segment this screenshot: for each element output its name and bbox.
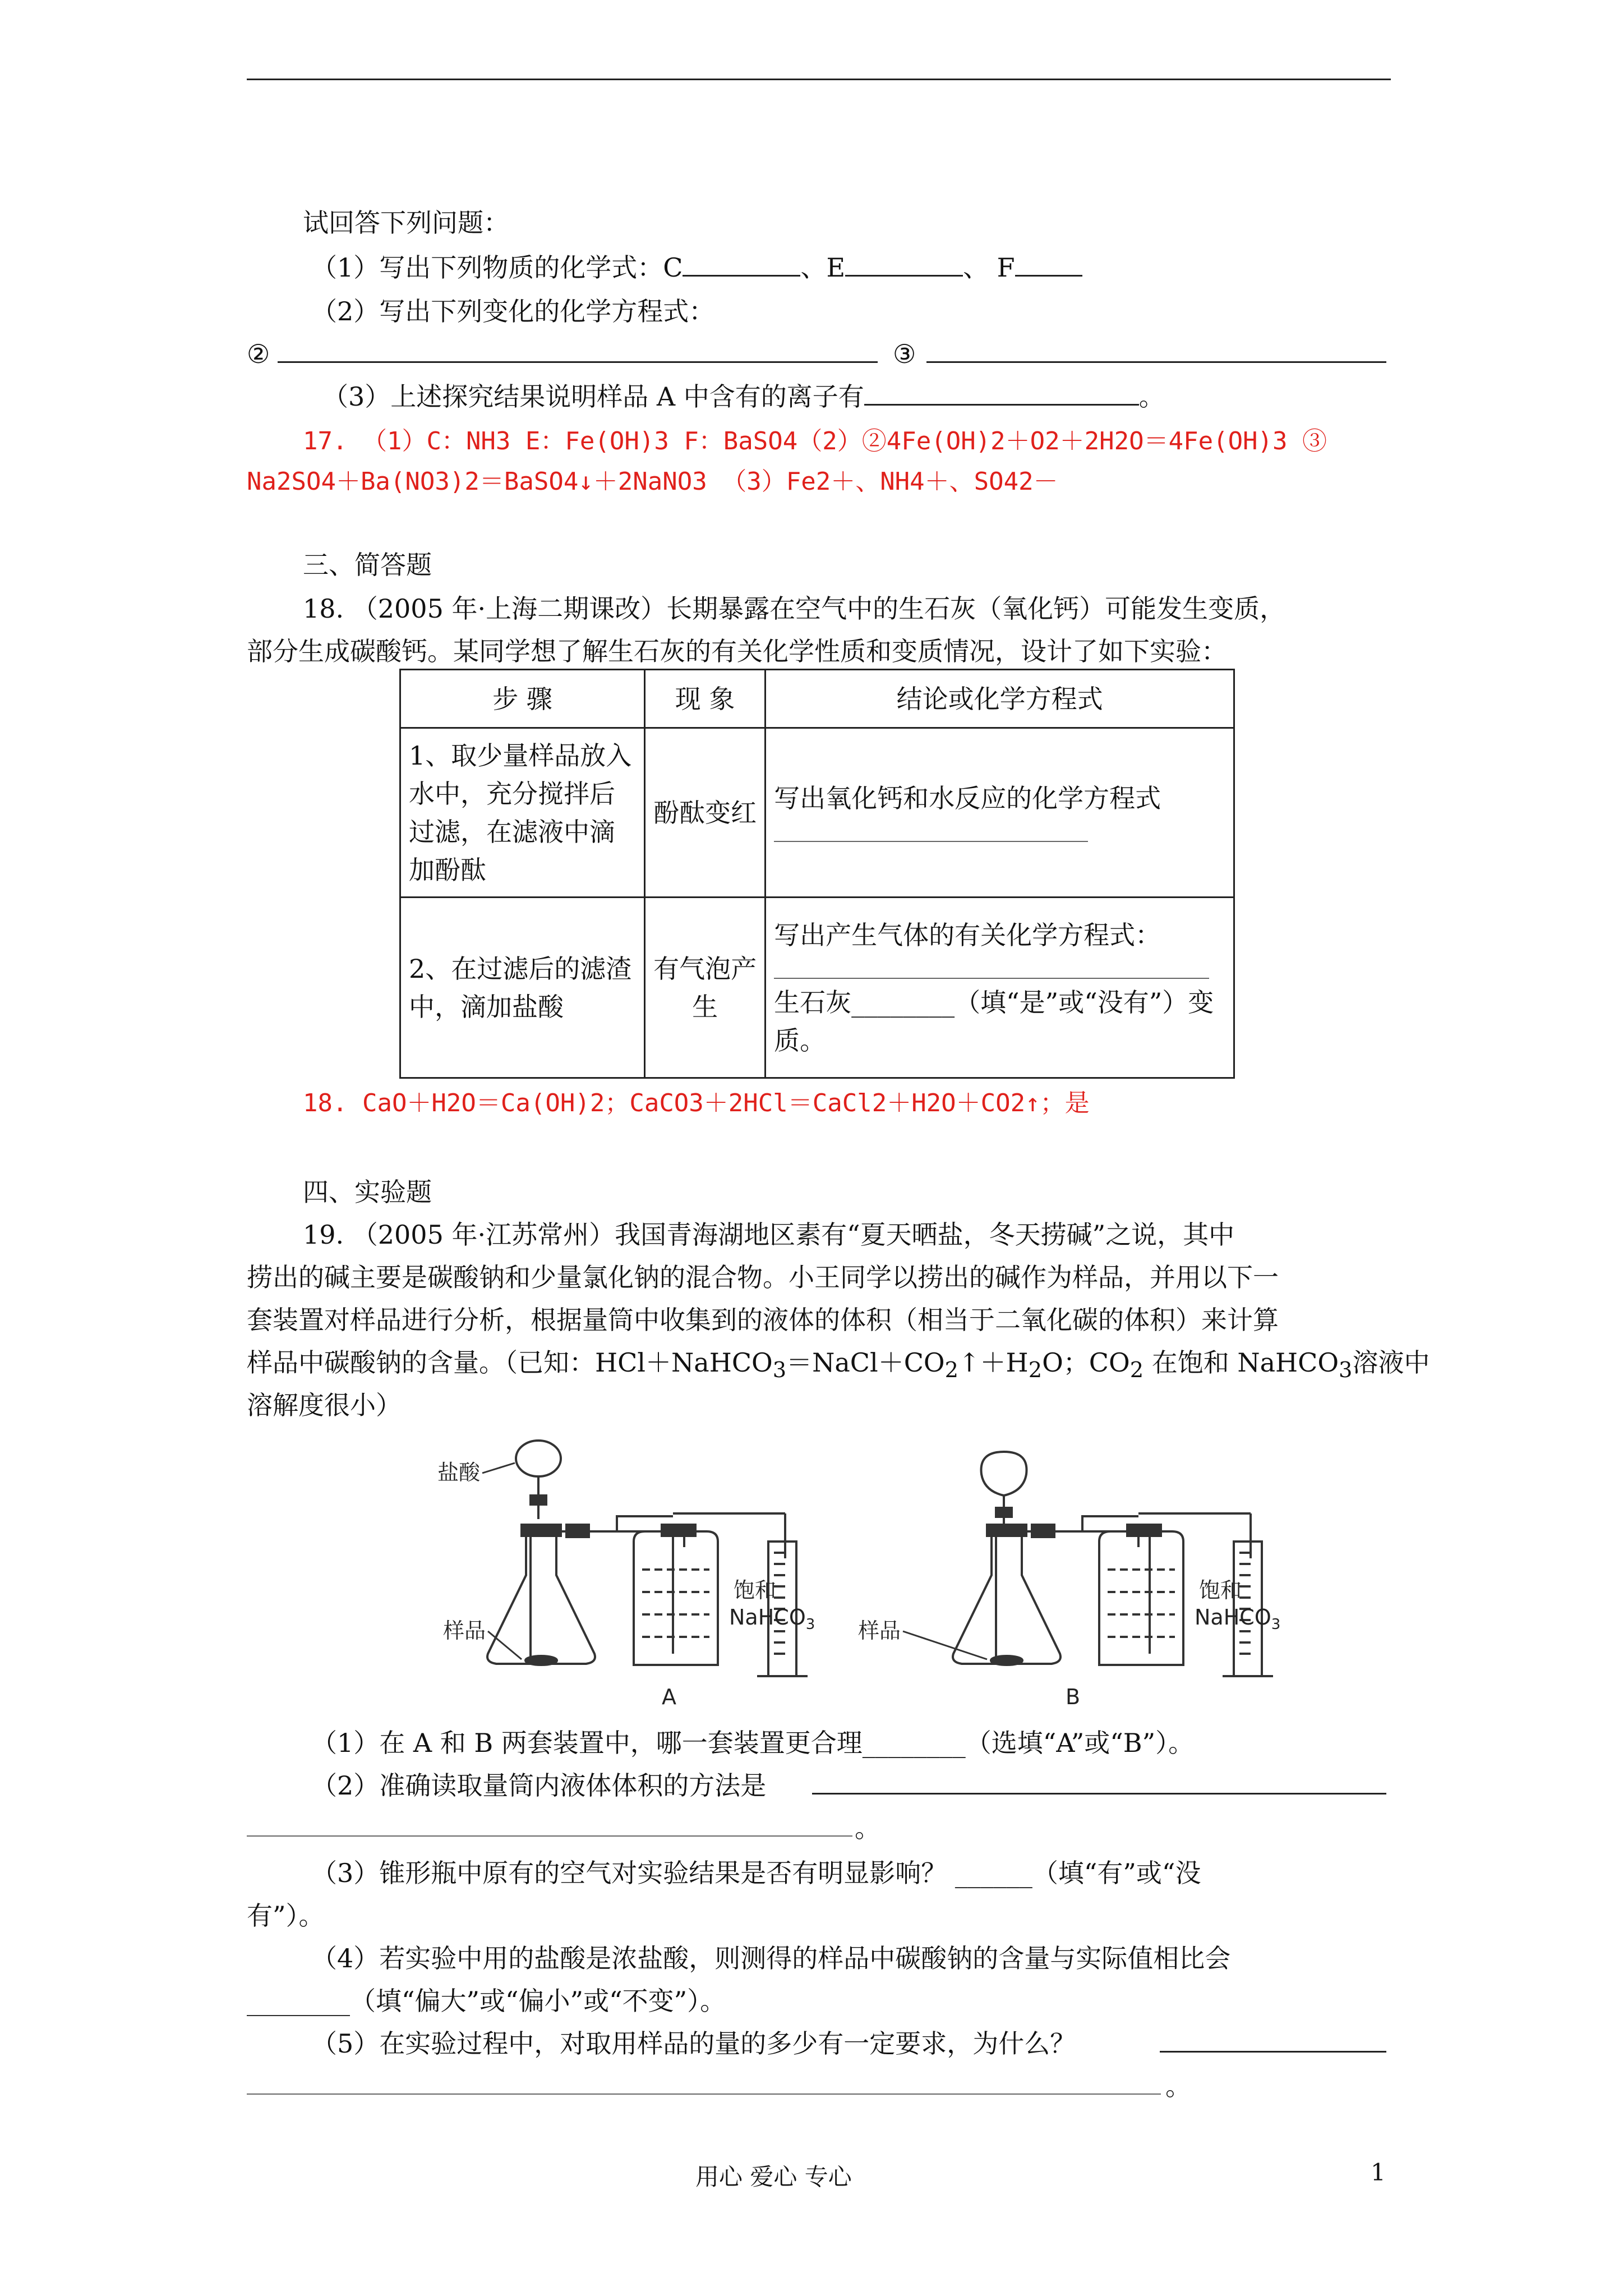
q19-part1: （1）在 A 和 B 两套装置中，哪一套装置更合理________（选填“A”或“B”）。: [311, 1728, 1195, 1758]
apparatus-a: [487, 1441, 808, 1676]
page-number: 1: [1371, 2159, 1386, 2186]
table-header-row: [400, 670, 1234, 728]
header-step: 步 骤: [400, 670, 645, 728]
sample-b: [991, 1656, 1022, 1665]
label-sample-b: 样品: [858, 1618, 901, 1643]
label-nahco3-a: NaHCO$_3$: [729, 1605, 815, 1633]
blank-read-method[interactable]: [812, 1793, 1386, 1795]
q17-mark3: ③: [893, 339, 916, 369]
label-nahco3-b: NaHCO$_3$: [1195, 1605, 1281, 1633]
header-rule: [247, 79, 1391, 80]
q18-line1: 18. （2005 年·上海二期课改）长期暴露在空气中的生石灰（氧化钙）可能发生变质，: [303, 593, 1286, 624]
section4-heading: 四、实验题: [303, 1177, 432, 1207]
apparatus-figure: [426, 1429, 1402, 1710]
q19-part4-cont: ________（填“偏大”或“偏小”或“不变”）。: [247, 1986, 726, 2016]
blank-e[interactable]: [845, 250, 963, 277]
q18-answer: 18. CaO＋H2O＝Ca(OH)2；CaCO3＋2HCl＝CaCl2＋H2O＋CO2↑；是: [303, 1089, 1090, 1117]
q19-part5-end: 。: [1165, 2071, 1191, 2101]
blank-gas-equation[interactable]: [774, 955, 1209, 979]
row2-conclusion: 写出产生气体的有关化学方程式： 生石灰________（填“是”或“没有”）变质。: [766, 898, 1234, 1078]
q19-line3: 套装置对样品进行分析，根据量筒中收集到的液体的体积（相当于二氧化碳的体积）来计算: [247, 1305, 1279, 1335]
label-saturated-a: 饱和: [734, 1578, 777, 1603]
q17-mark2: ②: [247, 339, 270, 369]
row2-step: 2、在过滤后的滤渣中，滴加盐酸: [400, 898, 645, 1078]
gas-bottle-a: [634, 1531, 718, 1665]
row1-phenomenon: 酚酞变红: [645, 728, 766, 898]
apparatus-b: [953, 1452, 1273, 1676]
label-hcl: 盐酸: [437, 1460, 481, 1485]
q17-part2: （2）写出下列变化的化学方程式：: [311, 296, 715, 326]
q19-part3: （3）锥形瓶中原有的空气对实验结果是否有明显影响？ ______（填“有”或“没: [311, 1858, 1201, 1888]
blank-c[interactable]: [683, 250, 800, 277]
footer-motto: 用心 爱心 专心: [695, 2163, 852, 2191]
blank-sample-reason[interactable]: [1160, 2051, 1386, 2053]
sample-a: [525, 1656, 557, 1665]
row2-phenomenon: 有气泡产生: [645, 898, 766, 1078]
q17-intro: 试回答下列问题：: [303, 208, 509, 238]
blank-f[interactable]: [1015, 250, 1082, 277]
header-conclusion: 结论或化学方程式: [766, 670, 1234, 728]
label-b: B: [1066, 1685, 1081, 1709]
q19-line2: 捞出的碱主要是碳酸钠和少量氯化钠的混合物。小王同学以捞出的碱作为样品，并用以下一: [247, 1262, 1279, 1292]
experiment-table: [399, 669, 1235, 1079]
q19-part3-cont: 有”）。: [247, 1901, 325, 1931]
blank-sample-reason-cont[interactable]: [247, 2093, 1161, 2095]
label-saturated-b: 饱和: [1199, 1578, 1242, 1603]
label-a: A: [662, 1685, 676, 1709]
label-sample-a: 样品: [443, 1618, 486, 1643]
blank-ions[interactable]: [864, 379, 1139, 406]
q19-part2: （2）准确读取量筒内液体体积的方法是: [311, 1770, 767, 1801]
q19-part2-end: 。: [855, 1813, 880, 1843]
q17-part3: （3）上述探究结果说明样品 A 中含有的离子有 。: [322, 378, 1165, 415]
row1-step: 1、取少量样品放入水中，充分搅拌后过滤，在滤液中滴加酚酞: [400, 728, 645, 898]
header-phenomenon: 现 象: [645, 670, 766, 728]
table-row: [400, 898, 1234, 1078]
q19-line5: 溶解度很小）: [247, 1390, 402, 1420]
funnel-b: [981, 1452, 1027, 1496]
q18-line2: 部分生成碳酸钙。某同学想了解生石灰的有关化学性质和变质情况，设计了如下实验：: [247, 636, 1227, 666]
q19-line4: 样品中碳酸钠的含量。（已知：$HCl+NaHCO_3=NaCl+CO_2↑+H_2O$；$CO_2$ 在饱和 NaHCO$_3$溶液中: [247, 1347, 1430, 1383]
table-row: [400, 728, 1234, 898]
q19-part5: （5）在实验过程中，对取用样品的量的多少有一定要求，为什么？: [311, 2028, 1076, 2059]
conical-flask-b: [953, 1531, 1061, 1664]
blank-eq3[interactable]: [926, 361, 1386, 363]
q17-answer-line2: Na2SO4＋Ba(NO3)2＝BaSO4↓＋2NaNO3 （3）Fe2＋、NH4＋、SO42－: [247, 467, 1058, 496]
row1-conclusion: 写出氧化钙和水反应的化学方程式: [766, 728, 1234, 898]
q17-answer-line1: 17. （1）C：NH3 E：Fe(OH)3 F：BaSO4（2）②4Fe(OH)2＋O2＋2H2O＝4Fe(OH)3 ③: [303, 427, 1327, 455]
blank-read-method-cont[interactable]: [247, 1835, 852, 1837]
separatory-funnel: [516, 1441, 561, 1476]
blank-eq2[interactable]: [278, 361, 878, 363]
q17-part1: （1）写出下列物质的化学式：C 、E 、 F: [311, 249, 1082, 286]
gas-bottle-b: [1099, 1531, 1183, 1665]
blank-cao-water[interactable]: [774, 818, 1088, 842]
q19-part4: （4）若实验中用的盐酸是浓盐酸，则测得的样品中碳酸钠的含量与实际值相比会: [311, 1943, 1231, 1973]
q19-line1: 19. （2005 年·江苏常州）我国青海湖地区素有“夏天晒盐，冬天捞碱”之说，其中: [303, 1220, 1235, 1250]
section3-heading: 三、简答题: [303, 550, 432, 580]
